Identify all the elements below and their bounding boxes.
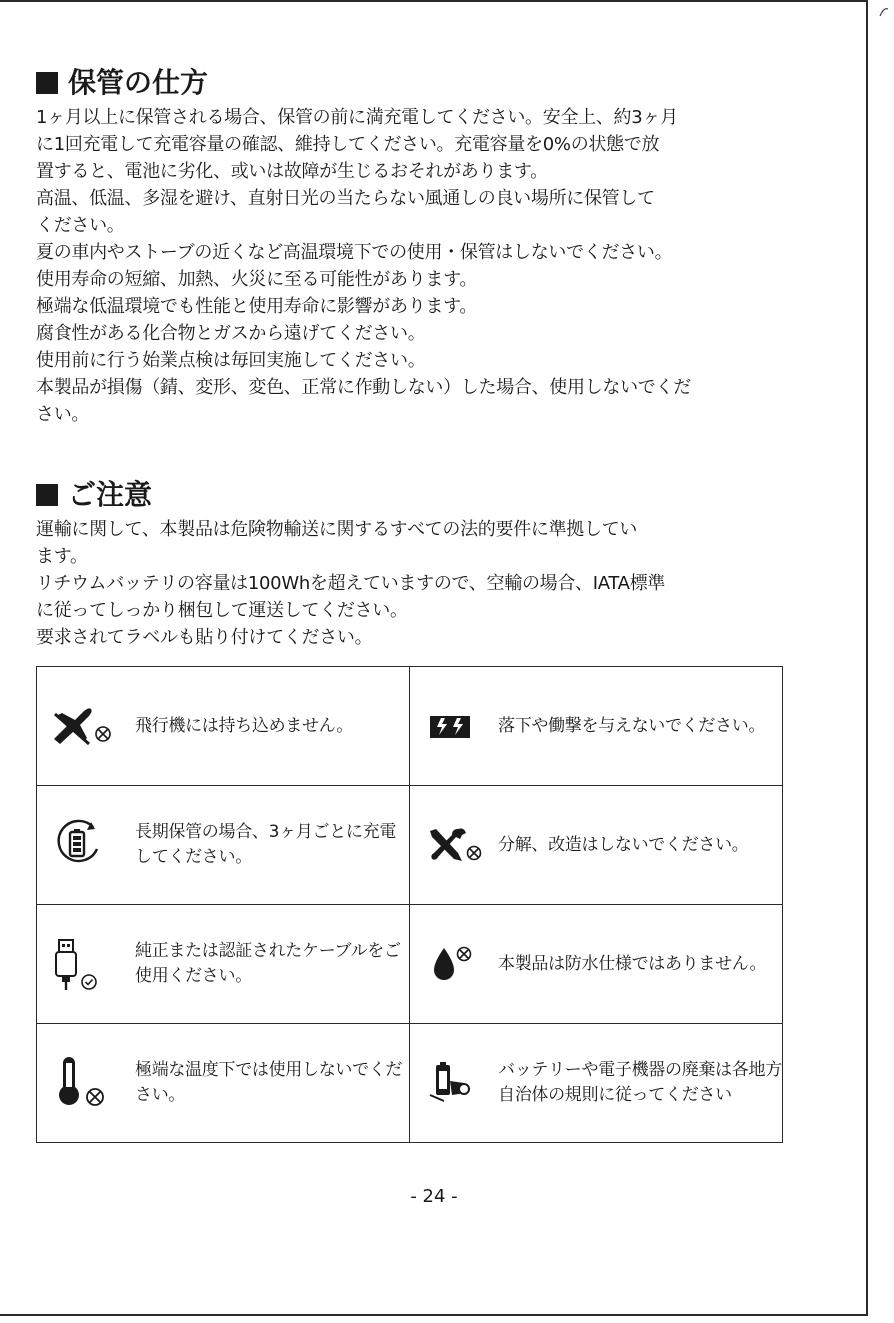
no-disassemble-icon bbox=[424, 825, 484, 865]
storage-heading: 保管の仕方 bbox=[36, 64, 816, 102]
storage-section bbox=[36, 64, 816, 428]
no-airplane-icon bbox=[51, 706, 117, 746]
notice-cell bbox=[37, 1024, 410, 1143]
storage-line: 本製品が損傷（錆、変形、変色、正常に作動しない）した場合、使用しないでくだ bbox=[36, 377, 691, 398]
notice-grid bbox=[36, 666, 783, 1143]
notice-cell bbox=[410, 1024, 783, 1143]
storage-line: 1ヶ月以上に保管される場合、保管の前に満充電してください。安全上、約3ヶ月 bbox=[36, 107, 678, 128]
notice-cell bbox=[37, 667, 410, 786]
heading-square-icon bbox=[36, 484, 58, 506]
caution-line: ます。 bbox=[36, 546, 88, 567]
storage-line: 使用前に行う始業点検は毎回実施してください。 bbox=[36, 350, 426, 371]
caution-text bbox=[36, 516, 816, 651]
notice-text: 分解、改造はしないでください。 bbox=[498, 834, 749, 855]
certified-cable-icon bbox=[51, 936, 107, 992]
battery-disposal-icon bbox=[424, 1059, 476, 1107]
storage-line: に1回充電して充電容量の確認、維持してください。充電容量を0%の状態で放 bbox=[36, 134, 660, 155]
caution-heading: ご注意 bbox=[36, 476, 816, 514]
notice-text: 本製品は防水仕様ではありません。 bbox=[498, 953, 767, 974]
corner-mark-icon bbox=[878, 6, 890, 18]
storage-line: 極端な低温環境でも性能と使用寿命に影響があります。 bbox=[36, 296, 478, 317]
notice-cell bbox=[410, 667, 783, 786]
notice-text: 純正または認証されたケーブルをご使用ください。 bbox=[135, 941, 401, 986]
storage-line: 使用寿命の短縮、加熱、火災に至る可能性があります。 bbox=[36, 269, 478, 290]
page-number: - 24 - bbox=[410, 1186, 458, 1207]
no-impact-icon bbox=[424, 708, 476, 744]
storage-line: 夏の車内やストーブの近くなど高温環境下での使用・保管はしないでください。 bbox=[36, 242, 673, 263]
notice-text: バッテリーや電子機器の廃棄は各地方自治体の規則に従ってください bbox=[498, 1060, 782, 1105]
caution-line: に従ってしっかり梱包して運送してください。 bbox=[36, 600, 408, 621]
storage-line: 置すると、電池に劣化、或いは故障が生じるおそれがあります。 bbox=[36, 161, 548, 182]
notice-text: 落下や働撃を与えないでください。 bbox=[498, 715, 766, 736]
notice-cell bbox=[37, 905, 410, 1024]
battery-recharge-icon bbox=[51, 819, 107, 871]
notice-text: 極端な温度下では使用しないでください。 bbox=[135, 1060, 403, 1105]
storage-line: 腐食性がある化合物とガスから遠げてください。 bbox=[36, 323, 426, 344]
notice-text: 長期保管の場合、3ヶ月ごとに充電してください。 bbox=[135, 822, 397, 867]
top-rule bbox=[0, 0, 868, 2]
notice-text: 飛行機には持ち込めません。 bbox=[135, 715, 354, 736]
storage-line: ください。 bbox=[36, 215, 125, 236]
not-waterproof-icon bbox=[424, 940, 476, 988]
storage-line: 高温、低温、多湿を避け、直射日光の当たらない風通しの良い場所に保管して bbox=[36, 188, 655, 209]
notice-cell bbox=[410, 905, 783, 1024]
storage-line: さい。 bbox=[36, 404, 90, 425]
caution-line: 運輸に関して、本製品は危険物輸送に関するすべての法的要件に準拠してい bbox=[36, 519, 638, 540]
notice-cell bbox=[410, 786, 783, 905]
no-extreme-temperature-icon bbox=[51, 1055, 111, 1111]
heading-square-icon bbox=[36, 72, 58, 94]
storage-text bbox=[36, 104, 816, 428]
caution-line: リチウムバッテリの容量は100Whを超えていますので、空輸の場合、IATA標準 bbox=[36, 573, 666, 594]
caution-section bbox=[36, 476, 816, 651]
notice-cell bbox=[37, 786, 410, 905]
content bbox=[36, 64, 816, 651]
caution-line: 要求されてラベルも貼り付けてください。 bbox=[36, 627, 373, 648]
